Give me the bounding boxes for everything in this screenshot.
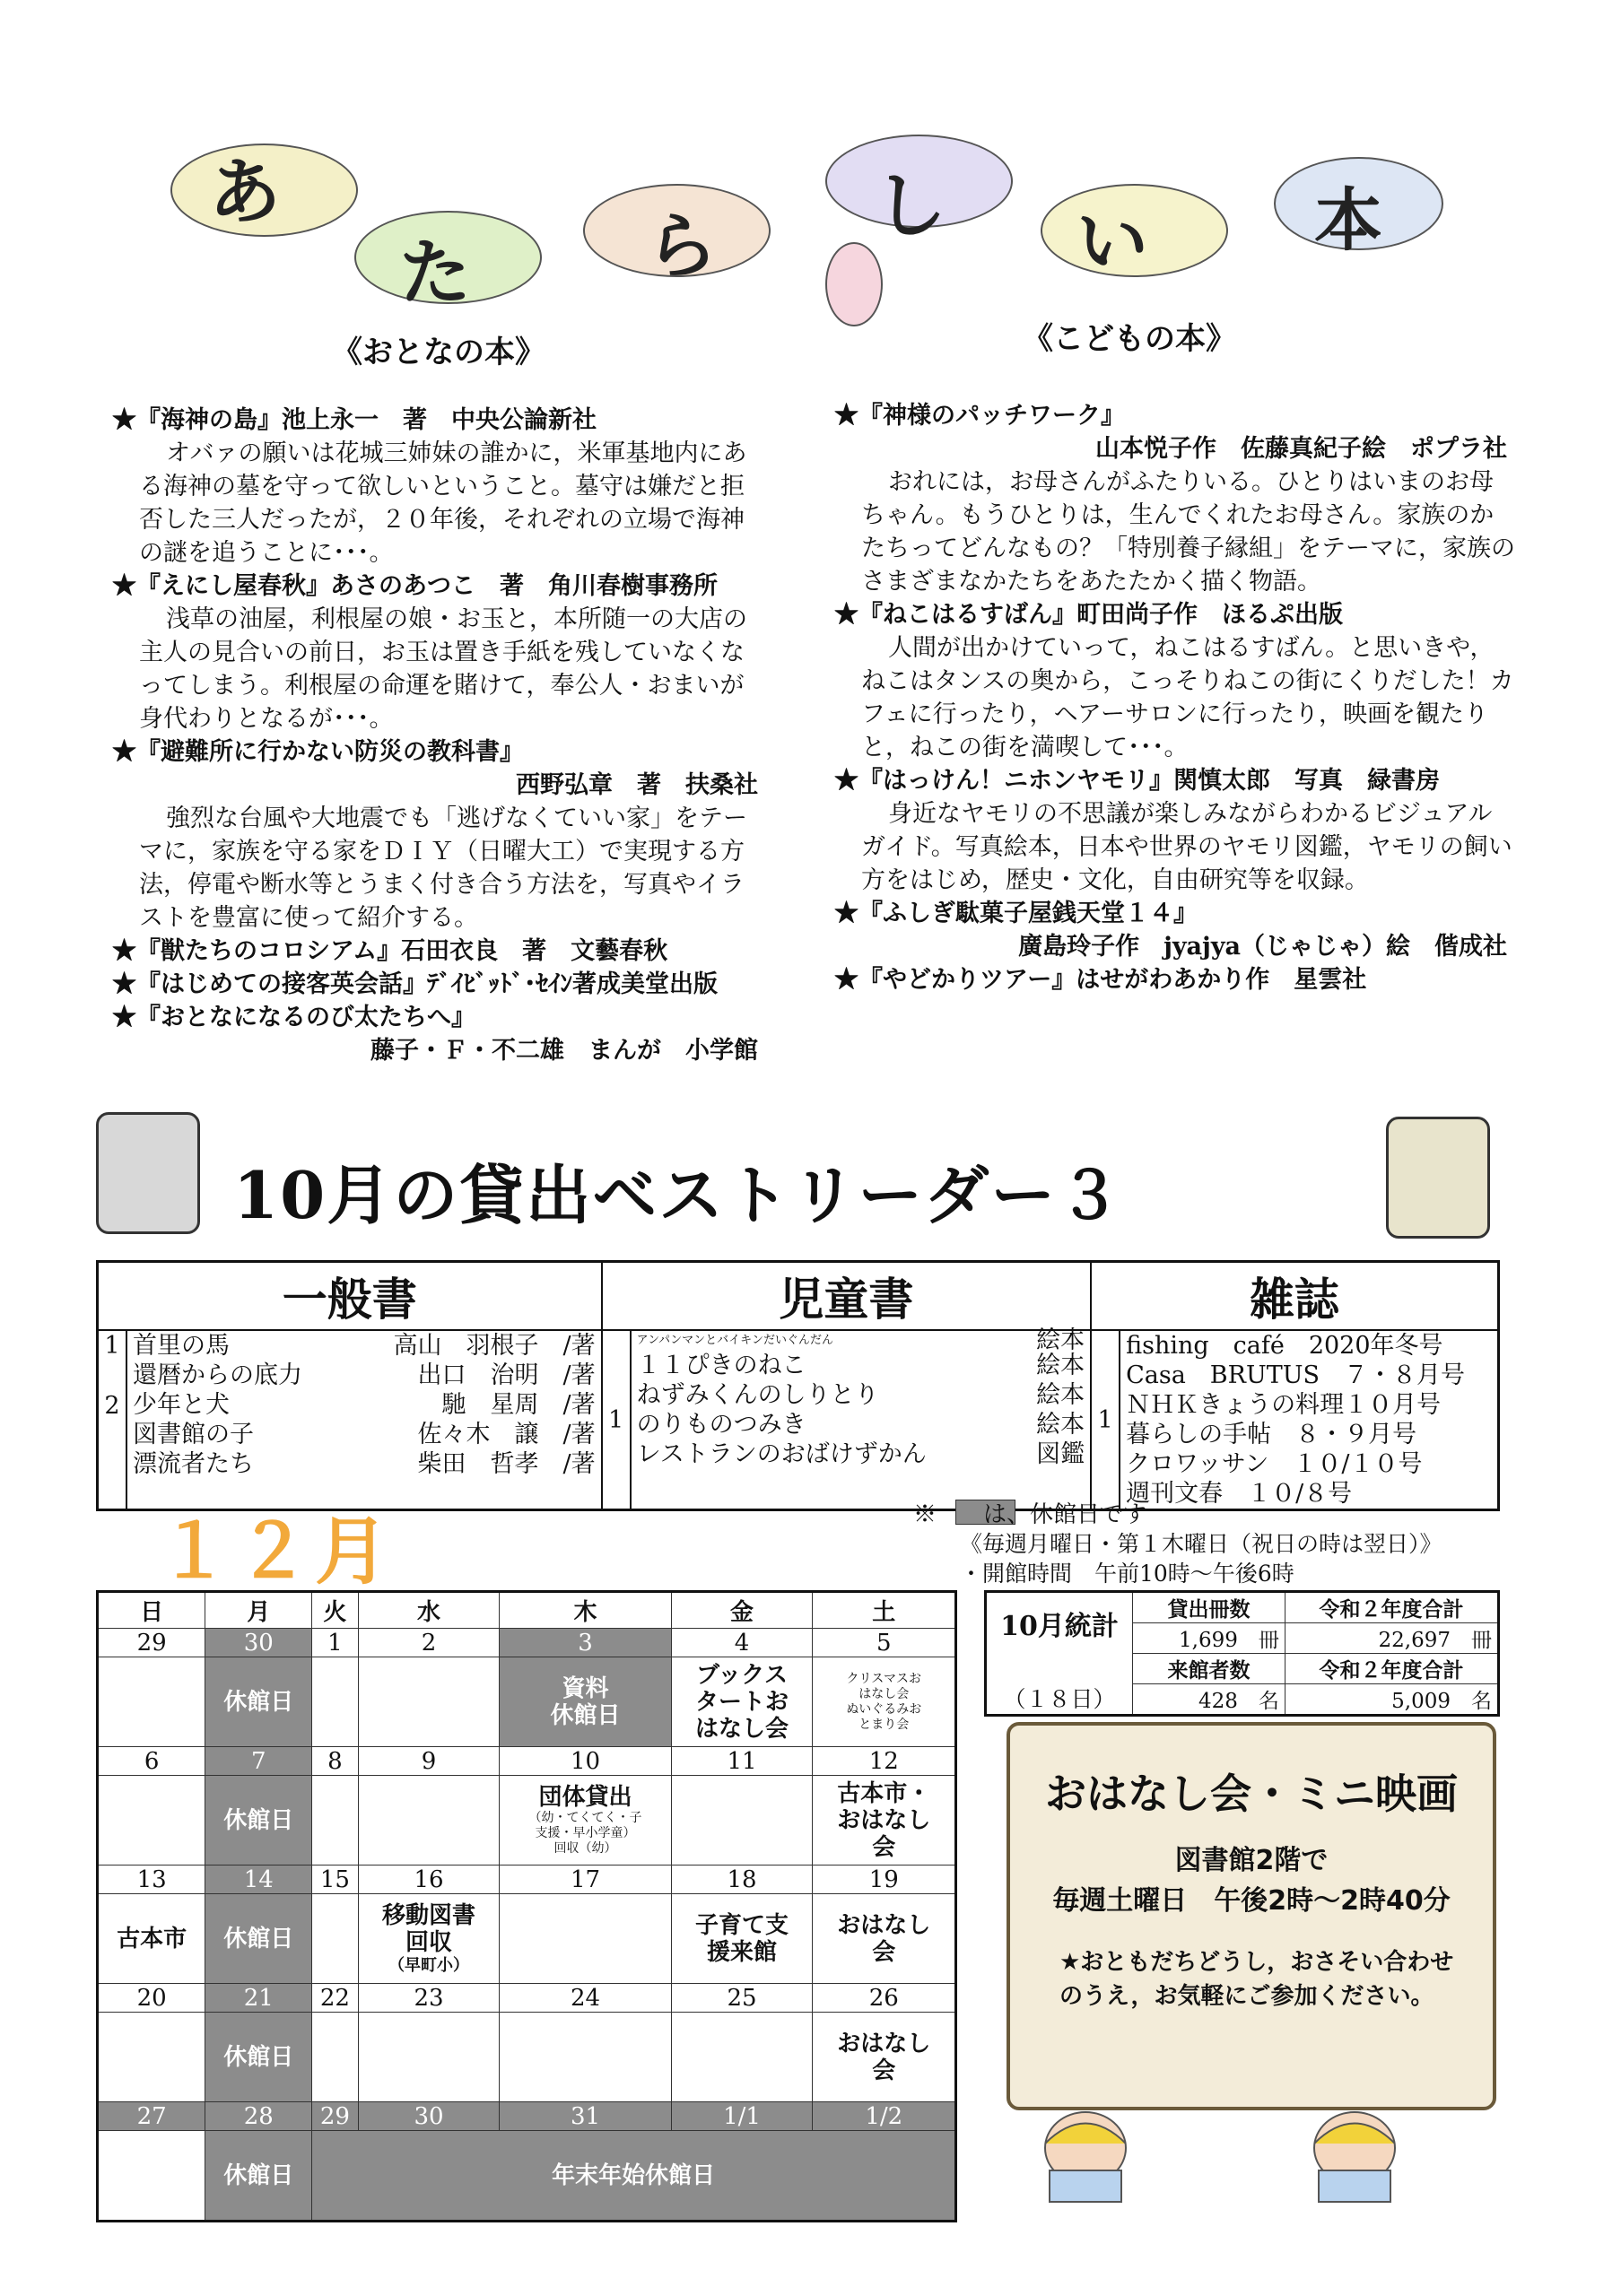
book-author: 山本悦子作 佐藤真紀子絵 ポプラ社: [1095, 435, 1507, 463]
day-cell: [500, 1894, 671, 1984]
rank: 1: [104, 1332, 120, 1360]
book-name: アンパンマンとバイキンだいぐんだん: [636, 1334, 834, 1347]
book-type: 絵本: [1036, 1326, 1085, 1354]
day-cell: [98, 1776, 205, 1866]
day-cell: [98, 1657, 205, 1747]
child-heading: 《こどもの本》: [1023, 321, 1236, 357]
calendar-month: １２月: [157, 1509, 395, 1595]
date-number: 21: [205, 1984, 312, 2013]
book-summary: 人間が出かけていって，ねこはるすばん。と思いきや，ねこはタンスの奥から，こっそりねこの街にくりだした！カフェに行ったり，ヘアーサロンに行ったり，映画を観たりと，ねこの街を満喫して･･･。: [861, 634, 1514, 761]
date-number: 28: [205, 2102, 312, 2131]
day-cell: [671, 1894, 813, 1984]
day-cell: [312, 2013, 358, 2102]
day-cell: [98, 2131, 205, 2222]
day-cell: [813, 2013, 956, 2102]
general-book: [133, 1331, 596, 1361]
weekday-header: 日: [98, 1592, 205, 1629]
event-label: 休館日: [223, 2043, 294, 2071]
day-cell: [312, 1657, 358, 1747]
board-place: 図書館2階で: [1174, 1845, 1329, 1876]
children-list: [631, 1326, 1091, 1510]
date-number: 12: [813, 1747, 956, 1776]
date-number: 6: [98, 1747, 205, 1776]
weekday-header: 木: [500, 1592, 671, 1629]
board-time: 毎週土曜日 午後2時～2時40分: [1052, 1885, 1451, 1917]
book-name: のりものつみき: [636, 1411, 806, 1439]
book-type: 絵本: [1036, 1381, 1085, 1409]
day-cell: [98, 1894, 205, 1984]
event-label: 休館日: [223, 1925, 294, 1952]
day-cell: [671, 1657, 813, 1747]
day-cell: [358, 1776, 500, 1866]
book-author: 柴田 哲孝 /著: [417, 1450, 596, 1478]
book-title-line: ★『ねこはるすばん』町田尚子作 ほるぷ出版: [834, 601, 1343, 629]
date-number: 17: [500, 1866, 671, 1894]
event-label: 古本市・ おはなし 会: [837, 1779, 931, 1861]
date-number: 10: [500, 1747, 671, 1776]
best-title: 10月の貸出ベストリーダー３: [233, 1157, 1124, 1233]
date-number: 15: [312, 1866, 358, 1894]
stats-label: 10月統計: [986, 1592, 1133, 1654]
date-number: 22: [312, 1984, 358, 2013]
book-name: 首里の馬: [133, 1332, 230, 1360]
date-number: 24: [500, 1984, 671, 2013]
event-note: （幼・てくてく・子 支援・早小学童） 回収（幼）: [528, 1811, 642, 1856]
year-end-closed: 年末年始休館日: [312, 2131, 956, 2222]
day-cell: [205, 1894, 312, 1984]
book-title-line: ★『おとなになるのび太たちへ』: [112, 1004, 475, 1031]
date-number: 31: [500, 2102, 671, 2131]
child-books: [834, 399, 1516, 996]
weekday-header: 金: [671, 1592, 813, 1629]
book-title-line: ★『神様のパッチワーク』: [834, 402, 1125, 430]
children-book: [637, 1439, 1085, 1469]
event-note: （早町小）: [388, 1955, 469, 1975]
date-number: 30: [205, 1629, 312, 1657]
date-number: 9: [358, 1747, 500, 1776]
book-name: 還暦からの底力: [133, 1361, 302, 1389]
book-title-line: ★『海神の島』池上永一 著 中央公論新社: [112, 406, 597, 434]
header-general: 一般書: [98, 1262, 602, 1331]
date-number: 18: [671, 1866, 813, 1894]
event-label: 団体貸出: [538, 1784, 632, 1811]
book-name: 漂流者たち: [133, 1450, 254, 1478]
book-title-line: ★『えにし屋春秋』あさのあつこ 著 角川春樹事務所: [112, 572, 718, 600]
day-cell: [671, 1776, 813, 1866]
date-number: 29: [312, 2102, 358, 2131]
date-number: 20: [98, 1984, 205, 2013]
book-author: 馳 星周 /著: [441, 1391, 596, 1419]
stat-header: 令和２年度合計: [1285, 1654, 1498, 1684]
date-number: 1: [312, 1629, 358, 1657]
day-cell: [500, 2013, 671, 2102]
general-list: [126, 1330, 602, 1510]
book-type: 絵本: [1036, 1352, 1085, 1379]
closed-notice: ※ は、休館日です: [913, 1501, 1147, 1528]
day-cell: [813, 1657, 956, 1747]
date-number: 25: [671, 1984, 813, 2013]
event-label: 子育て支 援来館: [694, 1911, 789, 1966]
storytime-board: [1007, 1722, 1496, 2110]
event-label: 古本市: [117, 1925, 187, 1952]
magazine-item: 暮らしの手帖 ８・９月号: [1126, 1421, 1417, 1448]
stats-table: [984, 1590, 1500, 1717]
date-number: 29: [98, 1629, 205, 1657]
closed-days-notice: 《毎週月曜日・第１木曜日（祝日の時は翌日）》: [960, 1531, 1442, 1557]
magazine-item: fishing café 2020年冬号: [1126, 1332, 1443, 1360]
book-author: 出口 治明 /著: [417, 1361, 596, 1389]
rank: 2: [104, 1392, 120, 1420]
book-type: 図鑑: [1036, 1440, 1085, 1468]
day-cell: [500, 1776, 671, 1866]
date-number: 4: [671, 1629, 813, 1657]
reading-kids-illustration: [1005, 2108, 1453, 2206]
date-number: 3: [500, 1629, 671, 1657]
day-cell: [358, 1657, 500, 1747]
date-number: 26: [813, 1984, 956, 2013]
children-book: [636, 1326, 1085, 1354]
magazine-item: クロワッサン １０/１０号: [1126, 1450, 1423, 1478]
weekday-header: 月: [205, 1592, 312, 1629]
event-label: 資料 休館日: [550, 1674, 621, 1729]
day-cell: [98, 2013, 205, 2102]
book-summary: 浅草の油屋，利根屋の娘・お玉と，本所随一の大店の主人の見合いの前日，お玉は置き手紙を残していなくなってしまう。利根屋の命運を賭けて，奉公人・おまいが身代わりとなるが･･･。: [139, 605, 747, 733]
children-book: [637, 1410, 1085, 1439]
date-number: 27: [98, 2102, 205, 2131]
children-book: [637, 1351, 1085, 1380]
date-number: 2: [358, 1629, 500, 1657]
book-title-line: ★『獣たちのコロシアム』石田衣良 著 文藝春秋: [112, 937, 668, 965]
date-number: 7: [205, 1747, 312, 1776]
best-reader-table: [96, 1260, 1500, 1511]
book-mascot-left: [96, 1112, 200, 1234]
board-note: ★おともだちどうし，おさそい合わせのうえ，お気軽にご参加ください。: [1059, 1949, 1454, 2010]
magazine-item: Casa BRUTUS ７・８月号: [1126, 1361, 1465, 1389]
weekday-header: 火: [312, 1592, 358, 1629]
magazine-item: 週刊文春 １０/８号: [1126, 1480, 1353, 1508]
book-title-line: ★『避難所に行かない防災の教科書』: [112, 738, 524, 766]
magazine-list: [1120, 1330, 1498, 1510]
title-char: ら: [646, 204, 718, 288]
title-char: し: [875, 163, 946, 248]
book-title-line: ★『はっけん！ニホンヤモリ』関慎太郎 写真 緑書房: [834, 767, 1440, 795]
general-book: [133, 1361, 596, 1390]
book-title-line: ★『ふしぎ駄菓子屋銭天堂１４』: [834, 900, 1198, 927]
children-book: [637, 1380, 1085, 1410]
day-cell: [671, 2013, 813, 2102]
stat-value: 5,009 名: [1285, 1684, 1498, 1716]
event-label: ブックス タートお はなし会: [694, 1661, 789, 1743]
book-author: 佐々木 譲 /著: [417, 1421, 596, 1448]
date-number: 19: [813, 1866, 956, 1894]
day-cell: 休館日: [205, 2131, 312, 2222]
day-cell: [500, 1657, 671, 1747]
book-mascot-right: [1386, 1117, 1490, 1239]
header-children: 児童書: [602, 1262, 1091, 1331]
date-number: 13: [98, 1866, 205, 1894]
magazine-item: ＮＨＫきょうの料理１０月号: [1126, 1391, 1442, 1419]
title-char: 本: [1314, 180, 1382, 260]
stat-header: 令和２年度合計: [1285, 1592, 1498, 1623]
stat-value: 22,697 冊: [1285, 1623, 1498, 1654]
day-cell: [813, 1894, 956, 1984]
stat-value: 428 名: [1133, 1684, 1285, 1716]
book-summary: おれには，お母さんがふたりいる。ひとりはいまのお母ちゃん。もうひとりは，生んでくれたお母さん。家族のかたちってどんなもの？「特別養子縁組」をテーマに，家族のさまざまなかたちをあたたかく描く物語。: [861, 468, 1515, 596]
day-cell: [205, 1657, 312, 1747]
event-label: 移動図書 回収: [381, 1901, 475, 1956]
day-cell: [813, 1776, 956, 1866]
date-number: 14: [205, 1866, 312, 1894]
stat-value: 1,699 冊: [1133, 1623, 1285, 1654]
rank: 1: [1091, 1330, 1120, 1510]
book-name: ねずみくんのしりとり: [636, 1381, 879, 1409]
date-number: 1/2: [813, 2102, 956, 2131]
date-number: 30: [358, 2102, 500, 2131]
date-number: 5: [813, 1629, 956, 1657]
book-author: 廣島玲子作 jyajya（じゃじゃ）絵 偕成社: [1018, 933, 1507, 961]
date-number: 16: [358, 1866, 500, 1894]
book-title-line: ★『やどかりツアー』はせがわあかり作 星雲社: [834, 966, 1367, 994]
day-cell: [312, 1776, 358, 1866]
event-label: 休館日: [223, 1806, 294, 1834]
stat-header: 来館者数: [1133, 1654, 1285, 1684]
event-label: クリスマスお はなし会 ぬいぐるみお とまり会: [846, 1671, 922, 1732]
stat-header: 貸出冊数: [1133, 1592, 1285, 1623]
weekday-header: 土: [813, 1592, 956, 1629]
stats-days: （１８日）: [986, 1654, 1133, 1716]
book-name: レストランのおばけずかん: [636, 1440, 927, 1468]
board-title: おはなし会・ミニ映画: [1045, 1770, 1458, 1818]
title-char: た: [399, 230, 471, 315]
header-magazine: 雑誌: [1091, 1262, 1498, 1331]
general-book: [133, 1420, 596, 1449]
day-cell: [205, 2013, 312, 2102]
book-name: 少年と犬: [133, 1391, 230, 1419]
weekday-header: 水: [358, 1592, 500, 1629]
book-type: 絵本: [1036, 1411, 1085, 1439]
book-summary: 強烈な台風や大地震でも「逃げなくていい家」をテーマに，家族を守る家をＤＩＹ（日曜大工）で実現する方法，停電や断水等とうまく付き合う方法を，写真やイラストを豊富に使って紹介する。: [139, 804, 747, 932]
day-cell: [358, 1894, 500, 1984]
book-author: 西野弘章 著 扶桑社: [516, 771, 758, 799]
event-label: おはなし 会: [837, 2030, 931, 2084]
event-label: おはなし 会: [837, 1911, 931, 1966]
title-char: あ: [209, 150, 281, 234]
date-number: 11: [671, 1747, 813, 1776]
day-cell: [312, 1894, 358, 1984]
book-title-line: ★『はじめての接客英会話』ﾃﾞｲﾋﾞｯﾄﾞ･ｾｲﾝ著成美堂出版: [112, 970, 718, 998]
day-cell: [358, 2013, 500, 2102]
book-name: １１ぴきのねこ: [636, 1352, 806, 1379]
date-number: 23: [358, 1984, 500, 2013]
book-summary: 身近なヤモリの不思議が楽しみながらわかるビジュアルガイド。写真絵本，日本や世界のヤモリ図鑑，ヤモリの飼い方をはじめ，歴史・文化，自由研究等を収録。: [861, 800, 1512, 894]
adult-heading: 《おとなの本》: [332, 335, 545, 370]
calendar-table: [96, 1590, 957, 2222]
opening-hours: ・開館時間 午前10時～午後6時: [960, 1561, 1294, 1587]
book-summary: オバァの願いは花城三姉妹の誰かに，米軍基地内にある海神の墓を守って欲しいということ。墓守は嫌だと拒否した三人だったが，２０年後，それぞれの立場で海神の謎を追うことに･･･。: [139, 439, 747, 567]
date-number: 8: [312, 1747, 358, 1776]
date-number: 1/1: [671, 2102, 813, 2131]
general-book: [133, 1449, 596, 1479]
book-author: 藤子・Ｆ・不二雄 まんが 小学館: [370, 1037, 758, 1065]
book-name: 図書館の子: [133, 1421, 254, 1448]
book-author: 高山 羽根子 /著: [393, 1332, 596, 1360]
rank: 1: [602, 1330, 631, 1510]
event-label: 休館日: [223, 1688, 294, 1716]
balloon-decoration: [825, 242, 883, 326]
adult-books: [112, 404, 767, 1067]
title-char: い: [1076, 199, 1148, 283]
day-cell: [205, 1776, 312, 1866]
general-book: [133, 1390, 596, 1420]
